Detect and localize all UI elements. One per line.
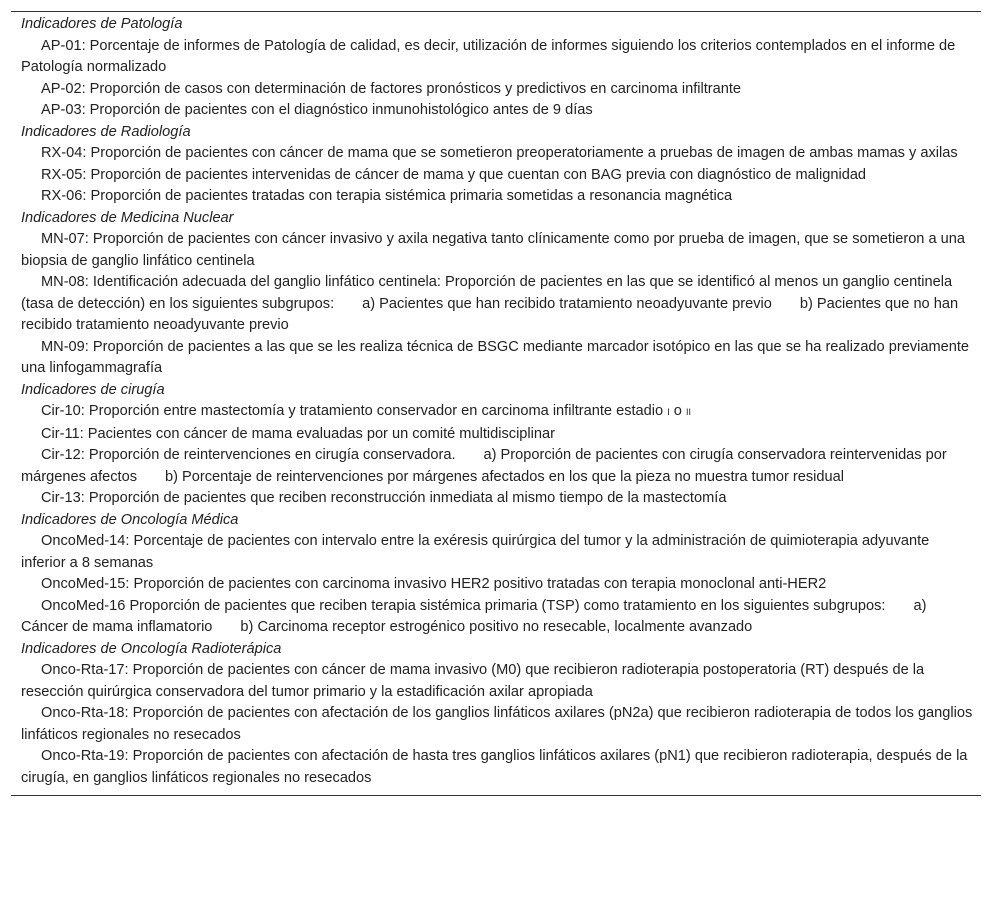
indicator-code: OncoMed-14 <box>41 533 126 549</box>
indicator-subgroup-a: a) Cáncer de mama inflamatorio <box>21 597 927 635</box>
indicator-text: Pacientes con cáncer de mama evaluadas por un comité multidisciplinar <box>87 425 556 442</box>
indicator-text: Proporción de pacientes a las que se les realiza técnica de BSGC mediante marcador isotópico en las que se ha realizado previamente una linfogammagrafía <box>21 338 970 376</box>
stage-conjunction: o <box>673 403 682 419</box>
section-title-oncologia-medica: Indicadores de Oncología Médica <box>21 511 239 528</box>
indicator-cir-11: Cir-11: Pacientes con cáncer de mama evaluadas por un comité multidisciplinar <box>41 425 556 442</box>
indicator-rx-04: RX-04: Proporción de pacientes con cáncer de mama que se sometieron preoperatoriamente a pruebas de imagen de ambas mamas y axilas <box>41 145 958 161</box>
indicator-ap-02: AP-02: Proporción de casos con determinación de factores pronósticos y predictivos en carcinoma infiltrante <box>41 80 742 97</box>
indicator-ap-03: AP-03: Proporción de pacientes con el diagnóstico inmunohistológico antes de 9 días <box>41 102 593 118</box>
indicator-subgroup-b: b) Pacientes que no han recibido tratamiento neoadyuvante previo <box>21 295 959 333</box>
indicator-code: OncoMed-16 <box>41 597 126 614</box>
indicator-code: MN-07 <box>41 231 85 247</box>
section-title-oncologia-radioterapica: Indicadores de Oncología Radioterápica <box>21 640 282 657</box>
indicator-mn-07: MN-07: Proporción de pacientes con cáncer invasivo y axila negativa tanto clínicamente como por prueba de imagen, que se sometieron a una biopsia de ganglio linfático centinela <box>21 231 965 269</box>
indicator-rx-05: RX-05: Proporción de pacientes intervenidas de cáncer de mama y que cuentan con BAG previa con diagnóstico de malignidad <box>41 166 867 183</box>
indicator-code: RX-06 <box>41 188 83 204</box>
indicator-text: Proporción de pacientes tratadas con terapia sistémica primaria sometidas a resonancia magnética <box>90 188 733 204</box>
indicator-code: OncoMed-15 <box>41 576 126 592</box>
indicator-code: MN-09 <box>41 338 85 355</box>
indicator-code: Cir-11 <box>41 425 80 442</box>
section-title-radiologia: Indicadores de Radiología <box>21 123 191 140</box>
indicator-ap-01: AP-01: Porcentaje de informes de Patología de calidad, es decir, utilización de informes siguiendo los criterios contemplados en el informe de Patología normalizado <box>21 37 956 75</box>
indicator-text: Porcentaje de pacientes con intervalo entre la exéresis quirúrgica del tumor y la administración de quimioterapia adyuvante inferior a 8 semanas <box>21 533 930 571</box>
indicator-subgroup-a: a) Pacientes que han recibido tratamiento neoadyuvante previo <box>362 295 772 312</box>
indicator-subgroup-b: b) Porcentaje de reintervenciones por márgenes afectados en los que la pieza no muestra tumor residual <box>165 468 845 485</box>
indicator-code: RX-05 <box>41 166 83 183</box>
indicator-text: Proporción de pacientes con cáncer de mama invasivo (M0) que recibieron radioterapia postoperatoria (RT) después de la resección quirúrgica conservadora del tumor primario y la estadificación axilar apropiada <box>21 662 925 700</box>
indicator-text: Proporción de pacientes con afectación de hasta tres ganglios linfáticos axilares (pN1) que recibieron radioterapia, después de la cirugía, en ganglios linfáticos regionales no resecados <box>21 748 968 786</box>
indicator-code: Onco-Rta-19 <box>41 748 125 764</box>
section-title-patologia: Indicadores de Patología <box>21 16 183 32</box>
indicator-onco-rta-19: Onco-Rta-19: Proporción de pacientes con afectación de hasta tres ganglios linfáticos axilares (pN1) que recibieron radioterapia, después de la cirugía, en ganglios linfáticos regionales no resecados <box>21 748 968 786</box>
indicator-code: Cir-12 <box>41 447 81 463</box>
indicator-oncomed-16 <box>11 596 981 639</box>
indicator-text: Proporción de pacientes con afectación de los ganglios linfáticos axilares (pN2a) que recibieron radioterapia de todos los ganglios linfáticos regionales no resecados <box>21 705 973 743</box>
indicator-rx-06: RX-06: Proporción de pacientes tratadas con terapia sistémica primaria sometidas a resonancia magnética <box>41 188 733 204</box>
indicator-onco-rta-17: Onco-Rta-17: Proporción de pacientes con cáncer de mama invasivo (M0) que recibieron radioterapia postoperatoria (RT) después de la resección quirúrgica conservadora del tumor primario y la estadificación axilar apropiada <box>21 662 925 700</box>
indicator-text: Proporción entre mastectomía y tratamiento conservador en carcinoma infiltrante estadio <box>88 403 664 419</box>
indicator-text: Proporción de pacientes con el diagnóstico inmunohistológico antes de 9 días <box>89 102 593 118</box>
indicator-code: AP-01 <box>41 37 82 54</box>
indicator-text: Proporción de pacientes que reciben terapia sistémica primaria (TSP) como tratamiento en los siguientes subgrupos: <box>129 597 886 614</box>
indicator-code: RX-04 <box>41 145 83 161</box>
indicator-text: Proporción de pacientes que reciben reconstrucción inmediata al mismo tiempo de la mastectomía <box>88 490 727 506</box>
indicator-cir-13: Cir-13: Proporción de pacientes que reciben reconstrucción inmediata al mismo tiempo de la mastectomía <box>41 490 727 506</box>
indicator-cir-10: Cir-10: Proporción entre mastectomía y tratamiento conservador en carcinoma infiltrante estadio I o II <box>41 403 691 419</box>
indicator-text: Identificación adecuada del ganglio linfático centinela: Proporción de pacientes en las que se identificó al menos un ganglio centinela (tasa de detección) en los siguientes subgrupos: <box>21 274 953 312</box>
stage-numeral-ii: II <box>685 407 691 417</box>
indicator-subgroup-b: b) Carcinoma receptor estrogénico positivo no resecable, localmente avanzado <box>240 619 753 635</box>
indicator-text: Porcentaje de informes de Patología de calidad, es decir, utilización de informes siguiendo los criterios contemplados en el informe de Patología normalizado <box>21 37 956 75</box>
indicator-mn-08: MN-08: Identificación adecuada del ganglio linfático centinela: Proporción de pacientes en las que se identificó al menos un ganglio centinela (tasa de detección) en los siguientes subgrupos: a) Pacientes que han recibido tratamiento neoadyuvante previo b) Pacientes que no han recibido tratamiento neoadyuvante previo <box>21 274 959 333</box>
indicator-code: Cir-13 <box>41 490 81 506</box>
indicator-subgroup-a: a) Proporción de pacientes con cirugía conservadora reintervenidas por márgenes afectos <box>21 447 947 485</box>
indicator-code: MN-08 <box>41 274 85 290</box>
indicator-cir-12: Cir-12: Proporción de reintervenciones en cirugía conservadora. a) Proporción de pacientes con cirugía conservadora reintervenidas por márgenes afectos b) Porcentaje de reintervenciones por márgenes afectados en los que la pieza no muestra tumor residual <box>21 447 947 485</box>
indicator-text: Proporción de reintervenciones en cirugía conservadora. <box>88 447 456 463</box>
indicator-text: Proporción de pacientes con carcinoma invasivo HER2 positivo tratadas con terapia monoclonal anti-HER2 <box>133 576 827 592</box>
section-title-medicina-nuclear: Indicadores de Medicina Nuclear <box>21 209 234 226</box>
stage-numeral-i: I <box>667 407 670 417</box>
indicator-code: Onco-Rta-18 <box>41 705 125 721</box>
indicator-code: Cir-10 <box>41 403 81 419</box>
indicator-text: Proporción de pacientes intervenidas de cáncer de mama y que cuentan con BAG previa con diagnóstico de malignidad <box>90 166 867 183</box>
indicator-code: AP-02 <box>41 80 82 97</box>
indicator-text: Proporción de casos con determinación de factores pronósticos y predictivos en carcinoma infiltrante <box>89 80 742 97</box>
indicator-text: Proporción de pacientes con cáncer de mama que se sometieron preoperatoriamente a pruebas de imagen de ambas mamas y axilas <box>90 145 958 161</box>
indicators-table <box>11 11 981 796</box>
indicator-text: Proporción de pacientes con cáncer invasivo y axila negativa tanto clínicamente como por prueba de imagen, que se sometieron a una biopsia de ganglio linfático centinela <box>21 231 965 269</box>
section-title-cirugia: Indicadores de cirugía <box>21 381 165 398</box>
indicator-code: Onco-Rta-17 <box>41 662 125 678</box>
indicator-mn-09: MN-09: Proporción de pacientes a las que se les realiza técnica de BSGC mediante marcador isotópico en las que se ha realizado previamente una linfogammagrafía <box>21 338 970 376</box>
indicator-oncomed-15: OncoMed-15: Proporción de pacientes con carcinoma invasivo HER2 positivo tratadas con terapia monoclonal anti-HER2 <box>41 576 827 592</box>
indicator-code: AP-03 <box>41 102 82 118</box>
indicator-onco-rta-18: Onco-Rta-18: Proporción de pacientes con afectación de los ganglios linfáticos axilares (pN2a) que recibieron radioterapia de todos los ganglios linfáticos regionales no resecados <box>21 705 973 743</box>
indicator-oncomed-14: OncoMed-14: Porcentaje de pacientes con intervalo entre la exéresis quirúrgica del tumor y la administración de quimioterapia adyuvante inferior a 8 semanas <box>21 533 930 571</box>
